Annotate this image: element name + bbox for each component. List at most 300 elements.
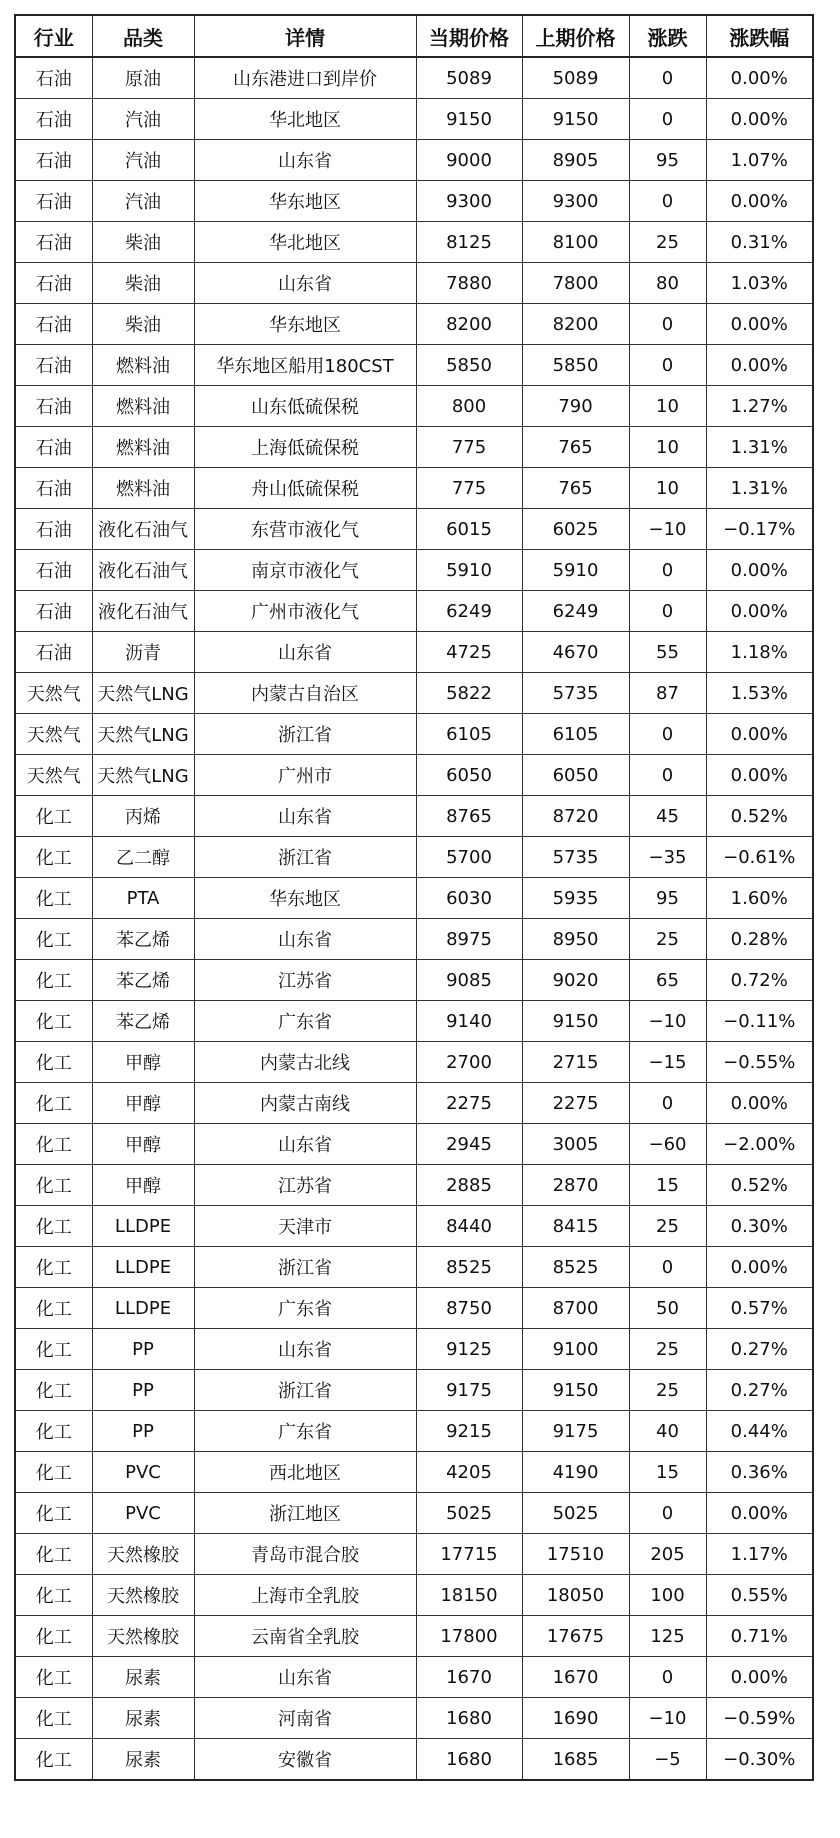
cell-category: 液化石油气 [92, 591, 194, 632]
cell-change: 0 [629, 1247, 706, 1288]
cell-category: PTA [92, 878, 194, 919]
cell-change-percent: 0.00% [706, 714, 813, 755]
cell-change-percent: 0.57% [706, 1288, 813, 1329]
table-row [15, 1698, 813, 1739]
cell-change-percent: −0.59% [706, 1698, 813, 1739]
cell-previous-price: 8100 [522, 222, 629, 263]
table-row [15, 1042, 813, 1083]
cell-change-percent: 1.03% [706, 263, 813, 304]
cell-detail: 浙江地区 [194, 1493, 416, 1534]
cell-industry: 石油 [15, 386, 92, 427]
cell-previous-price: 9150 [522, 1370, 629, 1411]
cell-change: 0 [629, 304, 706, 345]
cell-change-percent: 0.00% [706, 1247, 813, 1288]
cell-industry: 石油 [15, 345, 92, 386]
cell-change-percent: 1.07% [706, 140, 813, 181]
cell-category: PVC [92, 1493, 194, 1534]
cell-change: −10 [629, 1001, 706, 1042]
cell-detail: 山东省 [194, 1124, 416, 1165]
cell-change-percent: 1.17% [706, 1534, 813, 1575]
cell-previous-price: 790 [522, 386, 629, 427]
cell-current-price: 18150 [416, 1575, 522, 1616]
cell-change-percent: −0.55% [706, 1042, 813, 1083]
cell-current-price: 5700 [416, 837, 522, 878]
cell-industry: 化工 [15, 1206, 92, 1247]
cell-change: 95 [629, 140, 706, 181]
cell-current-price: 800 [416, 386, 522, 427]
cell-detail: 华北地区 [194, 99, 416, 140]
cell-industry: 石油 [15, 509, 92, 550]
cell-change: 40 [629, 1411, 706, 1452]
cell-industry: 化工 [15, 1698, 92, 1739]
cell-detail: 浙江省 [194, 1247, 416, 1288]
cell-category: PVC [92, 1452, 194, 1493]
cell-change-percent: −0.30% [706, 1739, 813, 1781]
cell-current-price: 8525 [416, 1247, 522, 1288]
cell-industry: 化工 [15, 1042, 92, 1083]
cell-category: 苯乙烯 [92, 1001, 194, 1042]
cell-previous-price: 5935 [522, 878, 629, 919]
table-row [15, 1739, 813, 1781]
cell-industry: 化工 [15, 1493, 92, 1534]
header-change: 涨跌 [629, 15, 706, 57]
table-row [15, 468, 813, 509]
table-row [15, 222, 813, 263]
table-row [15, 1329, 813, 1370]
cell-previous-price: 2275 [522, 1083, 629, 1124]
cell-category: 原油 [92, 57, 194, 99]
cell-current-price: 2885 [416, 1165, 522, 1206]
cell-previous-price: 765 [522, 427, 629, 468]
cell-current-price: 1680 [416, 1698, 522, 1739]
cell-change: 65 [629, 960, 706, 1001]
cell-detail: 山东省 [194, 919, 416, 960]
cell-change: 45 [629, 796, 706, 837]
cell-change: −10 [629, 509, 706, 550]
cell-detail: 山东省 [194, 796, 416, 837]
table-body [15, 57, 813, 1780]
cell-industry: 石油 [15, 99, 92, 140]
cell-category: 丙烯 [92, 796, 194, 837]
cell-industry: 化工 [15, 1575, 92, 1616]
cell-industry: 石油 [15, 181, 92, 222]
table-row [15, 714, 813, 755]
cell-category: 乙二醇 [92, 837, 194, 878]
cell-detail: 山东省 [194, 632, 416, 673]
cell-detail: 青岛市混合胶 [194, 1534, 416, 1575]
cell-industry: 石油 [15, 222, 92, 263]
cell-change-percent: 1.53% [706, 673, 813, 714]
cell-current-price: 9150 [416, 99, 522, 140]
table-row [15, 345, 813, 386]
cell-category: PP [92, 1329, 194, 1370]
table-row [15, 1083, 813, 1124]
cell-previous-price: 8700 [522, 1288, 629, 1329]
cell-category: 天然气LNG [92, 714, 194, 755]
cell-current-price: 8125 [416, 222, 522, 263]
cell-change-percent: −0.17% [706, 509, 813, 550]
cell-change: 0 [629, 99, 706, 140]
cell-change: −15 [629, 1042, 706, 1083]
cell-category: 柴油 [92, 263, 194, 304]
cell-detail: 南京市液化气 [194, 550, 416, 591]
cell-change-percent: 0.00% [706, 1657, 813, 1698]
cell-category: 尿素 [92, 1657, 194, 1698]
cell-change-percent: 0.00% [706, 304, 813, 345]
cell-previous-price: 9100 [522, 1329, 629, 1370]
cell-category: 甲醇 [92, 1124, 194, 1165]
cell-industry: 化工 [15, 1001, 92, 1042]
cell-change-percent: 0.27% [706, 1370, 813, 1411]
table-row [15, 1001, 813, 1042]
cell-category: 柴油 [92, 304, 194, 345]
cell-previous-price: 6105 [522, 714, 629, 755]
cell-change: 205 [629, 1534, 706, 1575]
cell-previous-price: 8200 [522, 304, 629, 345]
cell-category: 汽油 [92, 99, 194, 140]
cell-previous-price: 9150 [522, 99, 629, 140]
cell-current-price: 5850 [416, 345, 522, 386]
cell-industry: 化工 [15, 1329, 92, 1370]
cell-previous-price: 5735 [522, 837, 629, 878]
table-row [15, 1575, 813, 1616]
cell-change: −5 [629, 1739, 706, 1781]
cell-current-price: 1680 [416, 1739, 522, 1781]
cell-change: 0 [629, 714, 706, 755]
cell-detail: 天津市 [194, 1206, 416, 1247]
cell-detail: 山东省 [194, 263, 416, 304]
cell-change: 25 [629, 1329, 706, 1370]
cell-industry: 石油 [15, 140, 92, 181]
cell-category: 燃料油 [92, 345, 194, 386]
cell-change-percent: 0.71% [706, 1616, 813, 1657]
cell-change: 0 [629, 1083, 706, 1124]
cell-current-price: 7880 [416, 263, 522, 304]
cell-current-price: 5822 [416, 673, 522, 714]
cell-industry: 石油 [15, 304, 92, 345]
cell-current-price: 9140 [416, 1001, 522, 1042]
cell-detail: 浙江省 [194, 837, 416, 878]
cell-current-price: 5025 [416, 1493, 522, 1534]
table-row [15, 673, 813, 714]
table-row [15, 1411, 813, 1452]
cell-current-price: 5910 [416, 550, 522, 591]
cell-industry: 化工 [15, 1616, 92, 1657]
cell-industry: 天然气 [15, 673, 92, 714]
cell-industry: 化工 [15, 1165, 92, 1206]
cell-industry: 化工 [15, 837, 92, 878]
header-previous-price: 上期价格 [522, 15, 629, 57]
cell-change: 0 [629, 591, 706, 632]
cell-change-percent: 1.31% [706, 427, 813, 468]
cell-category: 甲醇 [92, 1042, 194, 1083]
cell-change-percent: 0.00% [706, 345, 813, 386]
cell-industry: 天然气 [15, 755, 92, 796]
price-table-container [14, 14, 812, 1781]
cell-change: −10 [629, 1698, 706, 1739]
cell-category: 液化石油气 [92, 550, 194, 591]
cell-change: 25 [629, 1206, 706, 1247]
cell-detail: 华东地区船用180CST [194, 345, 416, 386]
cell-current-price: 6249 [416, 591, 522, 632]
cell-change: 50 [629, 1288, 706, 1329]
cell-change-percent: −2.00% [706, 1124, 813, 1165]
table-row [15, 509, 813, 550]
table-row [15, 591, 813, 632]
cell-category: 尿素 [92, 1739, 194, 1781]
cell-previous-price: 6050 [522, 755, 629, 796]
cell-change: 0 [629, 345, 706, 386]
cell-category: 液化石油气 [92, 509, 194, 550]
table-row [15, 1452, 813, 1493]
cell-industry: 化工 [15, 1370, 92, 1411]
table-row [15, 427, 813, 468]
cell-previous-price: 9300 [522, 181, 629, 222]
cell-category: 燃料油 [92, 468, 194, 509]
cell-category: 燃料油 [92, 386, 194, 427]
cell-change-percent: 0.52% [706, 796, 813, 837]
cell-industry: 化工 [15, 1083, 92, 1124]
cell-change-percent: 0.30% [706, 1206, 813, 1247]
cell-category: 苯乙烯 [92, 919, 194, 960]
cell-change: 25 [629, 222, 706, 263]
cell-current-price: 2700 [416, 1042, 522, 1083]
cell-change: 10 [629, 386, 706, 427]
cell-industry: 化工 [15, 1739, 92, 1781]
cell-industry: 石油 [15, 263, 92, 304]
cell-change-percent: 0.00% [706, 99, 813, 140]
cell-previous-price: 5025 [522, 1493, 629, 1534]
table-row [15, 1493, 813, 1534]
cell-category: LLDPE [92, 1288, 194, 1329]
cell-category: LLDPE [92, 1206, 194, 1247]
table-row [15, 1616, 813, 1657]
cell-change: 10 [629, 468, 706, 509]
cell-current-price: 8975 [416, 919, 522, 960]
cell-previous-price: 18050 [522, 1575, 629, 1616]
table-row [15, 1124, 813, 1165]
cell-previous-price: 2870 [522, 1165, 629, 1206]
cell-current-price: 775 [416, 468, 522, 509]
cell-previous-price: 6249 [522, 591, 629, 632]
cell-detail: 河南省 [194, 1698, 416, 1739]
cell-detail: 广州市液化气 [194, 591, 416, 632]
cell-detail: 山东低硫保税 [194, 386, 416, 427]
cell-detail: 江苏省 [194, 960, 416, 1001]
cell-detail: 浙江省 [194, 1370, 416, 1411]
cell-current-price: 2945 [416, 1124, 522, 1165]
cell-detail: 山东省 [194, 1329, 416, 1370]
cell-detail: 云南省全乳胶 [194, 1616, 416, 1657]
cell-previous-price: 17675 [522, 1616, 629, 1657]
cell-current-price: 17715 [416, 1534, 522, 1575]
cell-current-price: 6050 [416, 755, 522, 796]
cell-detail: 华东地区 [194, 181, 416, 222]
table-row [15, 796, 813, 837]
cell-category: LLDPE [92, 1247, 194, 1288]
cell-detail: 内蒙古北线 [194, 1042, 416, 1083]
cell-previous-price: 9175 [522, 1411, 629, 1452]
cell-detail: 广东省 [194, 1001, 416, 1042]
cell-current-price: 6015 [416, 509, 522, 550]
cell-previous-price: 3005 [522, 1124, 629, 1165]
cell-category: 甲醇 [92, 1083, 194, 1124]
cell-industry: 化工 [15, 1288, 92, 1329]
cell-previous-price: 7800 [522, 263, 629, 304]
cell-detail: 安徽省 [194, 1739, 416, 1781]
cell-detail: 广东省 [194, 1411, 416, 1452]
cell-change: 25 [629, 1370, 706, 1411]
cell-detail: 上海市全乳胶 [194, 1575, 416, 1616]
table-row [15, 1657, 813, 1698]
table-row [15, 632, 813, 673]
cell-change-percent: −0.11% [706, 1001, 813, 1042]
cell-change: 55 [629, 632, 706, 673]
cell-category: 天然气LNG [92, 755, 194, 796]
cell-industry: 化工 [15, 1247, 92, 1288]
table-row [15, 878, 813, 919]
table-row [15, 1288, 813, 1329]
cell-previous-price: 8415 [522, 1206, 629, 1247]
cell-change: −35 [629, 837, 706, 878]
cell-change: 0 [629, 57, 706, 99]
cell-change: −60 [629, 1124, 706, 1165]
cell-change-percent: 0.72% [706, 960, 813, 1001]
cell-previous-price: 5850 [522, 345, 629, 386]
cell-previous-price: 8720 [522, 796, 629, 837]
cell-change: 87 [629, 673, 706, 714]
cell-change-percent: 0.55% [706, 1575, 813, 1616]
cell-previous-price: 4190 [522, 1452, 629, 1493]
cell-previous-price: 2715 [522, 1042, 629, 1083]
cell-industry: 石油 [15, 57, 92, 99]
cell-detail: 西北地区 [194, 1452, 416, 1493]
cell-current-price: 9000 [416, 140, 522, 181]
cell-change-percent: 0.00% [706, 591, 813, 632]
cell-current-price: 6030 [416, 878, 522, 919]
header-detail: 详情 [194, 15, 416, 57]
cell-category: 汽油 [92, 181, 194, 222]
cell-change: 15 [629, 1452, 706, 1493]
cell-change-percent: 0.52% [706, 1165, 813, 1206]
table-row [15, 550, 813, 591]
cell-industry: 化工 [15, 919, 92, 960]
cell-category: 天然橡胶 [92, 1534, 194, 1575]
table-row [15, 960, 813, 1001]
table-row [15, 1206, 813, 1247]
cell-detail: 江苏省 [194, 1165, 416, 1206]
cell-detail: 舟山低硫保税 [194, 468, 416, 509]
cell-change-percent: 0.31% [706, 222, 813, 263]
cell-category: 天然橡胶 [92, 1575, 194, 1616]
cell-previous-price: 6025 [522, 509, 629, 550]
cell-industry: 石油 [15, 550, 92, 591]
cell-change-percent: 0.00% [706, 1083, 813, 1124]
cell-detail: 东营市液化气 [194, 509, 416, 550]
cell-change: 0 [629, 1493, 706, 1534]
cell-current-price: 9085 [416, 960, 522, 1001]
cell-industry: 化工 [15, 1452, 92, 1493]
cell-detail: 浙江省 [194, 714, 416, 755]
cell-industry: 天然气 [15, 714, 92, 755]
cell-category: PP [92, 1370, 194, 1411]
cell-previous-price: 1685 [522, 1739, 629, 1781]
cell-change-percent: 0.00% [706, 57, 813, 99]
cell-category: 柴油 [92, 222, 194, 263]
table-row [15, 837, 813, 878]
cell-current-price: 775 [416, 427, 522, 468]
cell-previous-price: 1670 [522, 1657, 629, 1698]
cell-detail: 上海低硫保税 [194, 427, 416, 468]
cell-industry: 石油 [15, 632, 92, 673]
cell-previous-price: 765 [522, 468, 629, 509]
cell-change-percent: 1.27% [706, 386, 813, 427]
cell-current-price: 1670 [416, 1657, 522, 1698]
table-row [15, 181, 813, 222]
table-row [15, 919, 813, 960]
cell-detail: 山东省 [194, 1657, 416, 1698]
cell-change: 0 [629, 550, 706, 591]
cell-industry: 化工 [15, 960, 92, 1001]
cell-change-percent: 0.27% [706, 1329, 813, 1370]
table-row [15, 99, 813, 140]
cell-change-percent: 0.36% [706, 1452, 813, 1493]
table-row [15, 1534, 813, 1575]
cell-industry: 化工 [15, 878, 92, 919]
cell-change-percent: 0.00% [706, 550, 813, 591]
cell-category: 天然橡胶 [92, 1616, 194, 1657]
table-row [15, 304, 813, 345]
cell-current-price: 9215 [416, 1411, 522, 1452]
cell-previous-price: 4670 [522, 632, 629, 673]
cell-category: 沥青 [92, 632, 194, 673]
cell-industry: 化工 [15, 1124, 92, 1165]
cell-change: 25 [629, 919, 706, 960]
cell-detail: 广东省 [194, 1288, 416, 1329]
cell-change-percent: 0.44% [706, 1411, 813, 1452]
table-row [15, 57, 813, 99]
cell-change: 100 [629, 1575, 706, 1616]
cell-industry: 石油 [15, 468, 92, 509]
cell-industry: 化工 [15, 1657, 92, 1698]
cell-change: 80 [629, 263, 706, 304]
cell-current-price: 8200 [416, 304, 522, 345]
table-row [15, 386, 813, 427]
table-row [15, 1165, 813, 1206]
cell-current-price: 8750 [416, 1288, 522, 1329]
cell-change-percent: 0.00% [706, 181, 813, 222]
cell-industry: 石油 [15, 591, 92, 632]
cell-current-price: 9125 [416, 1329, 522, 1370]
cell-detail: 华东地区 [194, 304, 416, 345]
cell-previous-price: 8905 [522, 140, 629, 181]
cell-detail: 华东地区 [194, 878, 416, 919]
cell-change: 0 [629, 181, 706, 222]
cell-previous-price: 5910 [522, 550, 629, 591]
cell-change-percent: 1.18% [706, 632, 813, 673]
cell-category: PP [92, 1411, 194, 1452]
cell-category: 燃料油 [92, 427, 194, 468]
cell-previous-price: 8950 [522, 919, 629, 960]
cell-detail: 广州市 [194, 755, 416, 796]
table-row [15, 1247, 813, 1288]
cell-category: 苯乙烯 [92, 960, 194, 1001]
table-header [15, 15, 813, 57]
cell-detail: 内蒙古自治区 [194, 673, 416, 714]
cell-change: 0 [629, 1657, 706, 1698]
cell-previous-price: 8525 [522, 1247, 629, 1288]
cell-change-percent: 1.31% [706, 468, 813, 509]
